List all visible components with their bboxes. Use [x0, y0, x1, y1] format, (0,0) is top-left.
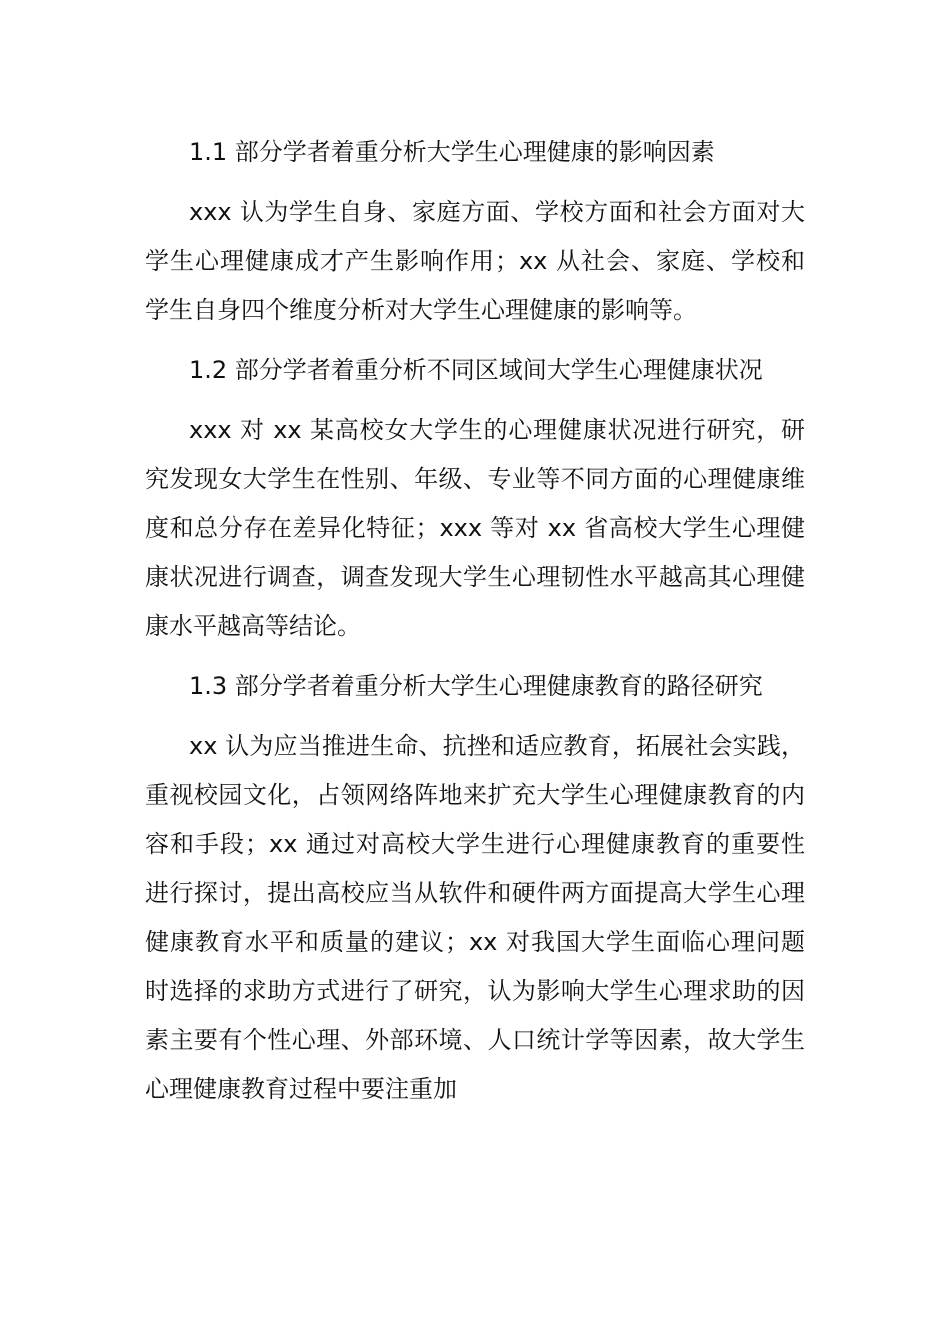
document-body [145, 128, 805, 1125]
section-heading-1-1: 1.1 部分学者着重分析大学生心理健康的影响因素 [189, 138, 715, 166]
section-paragraph-1-3: xx 认为应当推进生命、抗挫和适应教育，拓展社会实践，重视校园文化，占领网络阵地来扩充大学生心理健康教育的内容和手段；xx 通过对高校大学生进行心理健康教育的重要性进行探讨，提出高校应当从软件和硬件两方面提高大学生心理健康教育水平和质量的建议；xx 对我国大学生面临心理问题时选择的求助方式进行了研究，认为影响大学生心理求助的因素主要有个性心理、外部环境、人口统计学等因素，故大学生心理健康教育过程中要注重加 [145, 732, 805, 1103]
section-heading-1-3: 1.3 部分学者着重分析大学生心理健康教育的路径研究 [189, 672, 763, 700]
section-paragraph-1-2: xxx 对 xx 某高校女大学生的心理健康状况进行研究，研究发现女大学生在性别、年级、专业等不同方面的心理健康维度和总分存在差异化特征；xxx 等对 xx 省高校大学生心理健康状况进行调查，调查发现大学生心理韧性水平越高其心理健康水平越高等结论。 [145, 416, 805, 640]
section-paragraph-1-1: xxx 认为学生自身、家庭方面、学校方面和社会方面对大学生心理健康成才产生影响作用；xx 从社会、家庭、学校和学生自身四个维度分析对大学生心理健康的影响等。 [145, 198, 805, 324]
section-heading-1-2: 1.2 部分学者着重分析不同区域间大学生心理健康状况 [189, 356, 763, 384]
